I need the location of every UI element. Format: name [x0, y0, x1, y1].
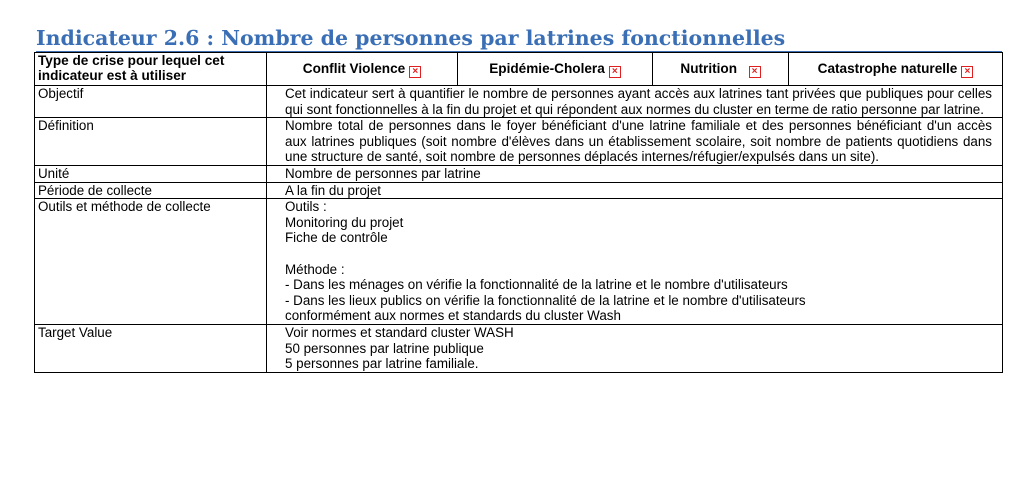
- crisis-type-label: Type de crise pour lequel cet indicateur est à utiliser: [35, 53, 267, 86]
- row-label: Outils et méthode de collecte: [35, 199, 267, 325]
- row-definition: [35, 118, 1003, 166]
- crisis-conflit-violence: [267, 53, 458, 86]
- crisis-catastrophe-naturelle: [789, 53, 1003, 86]
- row-value: Cet indicateur sert à quantifier le nombre de personnes ayant accès aux latrines tant privées que publiques pour celles qui sont fonctionnelles à la fin du projet et qui répondent aux normes du cluster en terme de ratio personne par latrine.: [267, 86, 1003, 118]
- row-label: Définition: [35, 118, 267, 166]
- crisis-label: Catastrophe naturelle: [817, 60, 958, 76]
- checked-box-icon[interactable]: ×: [749, 66, 761, 78]
- crisis-nutrition: [653, 53, 789, 86]
- text-line: - Dans les ménages on vérifie la fonctionnalité de la latrine et le nombre d'utilisateurs: [285, 277, 788, 293]
- row-objectif: [35, 86, 1003, 118]
- crisis-epidemie-cholera: [458, 53, 653, 86]
- checked-box-icon[interactable]: ×: [409, 66, 421, 78]
- row-value: Nombre total de personnes dans le foyer bénéficiant d'une latrine familiale et des personnes bénéficiant d'un accès aux latrines publiques (soit nombre d'élèves dans un établissement scolaire, soit nombre de patients quotidiens dans une structure de santé, soit nombre de personnes déplacés internes/réfugier/expulsés dans un site).: [267, 118, 1003, 166]
- text-line: Fiche de contrôle: [285, 230, 388, 246]
- row-periode: [35, 182, 1003, 199]
- text-line: Monitoring du projet: [285, 214, 404, 230]
- text-line: - Dans les lieux publics on vérifie la fonctionnalité de la latrine et le nombre d'utilisateurs: [285, 292, 806, 308]
- checked-box-icon[interactable]: ×: [609, 66, 621, 78]
- row-value: [267, 324, 1003, 372]
- row-label: Objectif: [35, 86, 267, 118]
- row-target-value: [35, 324, 1003, 372]
- row-label: Période de collecte: [35, 182, 267, 199]
- row-outils: [35, 199, 1003, 325]
- crisis-type-row: [35, 53, 1003, 86]
- text-line: [285, 246, 999, 262]
- row-unite: [35, 165, 1003, 182]
- row-value: Nombre de personnes par latrine: [267, 165, 1003, 182]
- checked-box-icon[interactable]: ×: [961, 66, 973, 78]
- text-line: Méthode :: [285, 261, 345, 277]
- text-line: conformément aux normes et standards du cluster Wash: [285, 308, 621, 324]
- indicator-table: [34, 52, 1003, 373]
- row-label: Target Value: [35, 324, 267, 372]
- text-line: 5 personnes par latrine familiale.: [285, 356, 479, 372]
- crisis-label: Conflit Violence: [302, 60, 406, 76]
- text-line: Voir normes et standard cluster WASH: [285, 324, 514, 340]
- text-line: 50 personnes par latrine publique: [285, 340, 484, 356]
- row-value: A la fin du projet: [267, 182, 1003, 199]
- crisis-label: Nutrition: [680, 60, 738, 76]
- text-line: Outils :: [285, 199, 327, 215]
- row-label: Unité: [35, 165, 267, 182]
- crisis-label: Epidémie-Cholera: [489, 60, 605, 76]
- row-value: [267, 199, 1003, 325]
- indicator-title: Indicateur 2.6 : Nombre de personnes par latrines fonctionnelles: [36, 26, 1002, 52]
